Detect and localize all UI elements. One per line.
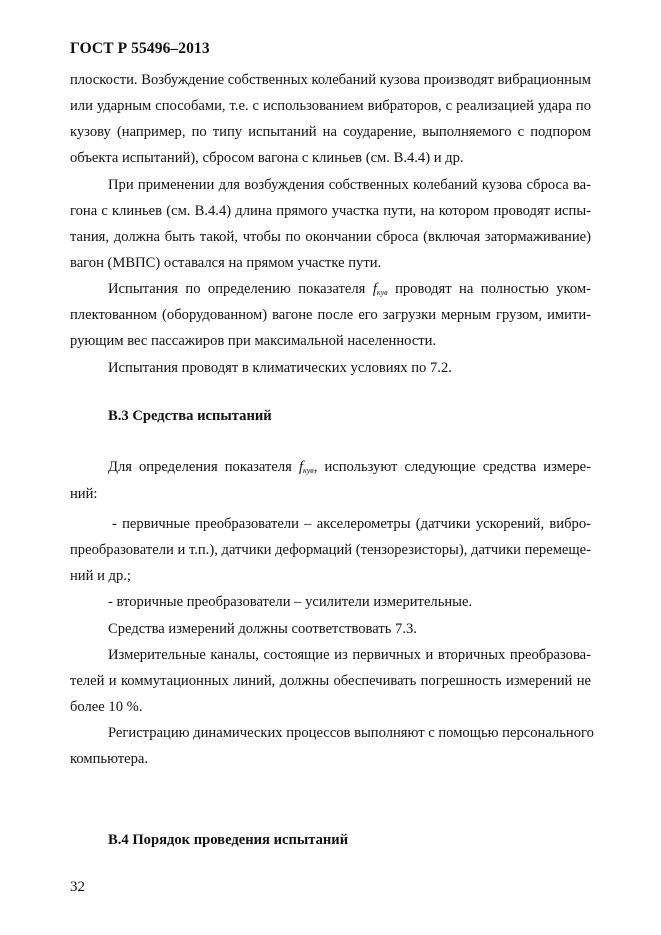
section-heading-b4: В.4 Порядок проведения испытаний (108, 832, 349, 848)
para3-line-3: рующим вес пассажиров при максимальной населенности. (70, 333, 437, 349)
para3-line-2: плектованном (оборудованном) вагоне после его загрузки мерным грузом, имити- (70, 307, 591, 323)
bullet1-line-2: преобразователи и т.п.), датчики деформаций (тензорезисторы), датчики перемеще- (70, 542, 591, 558)
page-number: 32 (70, 879, 85, 895)
para2-line-2: гона с клиньев (см. В.4.4) длина прямого участка пути, на котором проводят испы- (70, 203, 591, 219)
para5-line-1 (108, 457, 591, 481)
bullet1-line-1: - первичные преобразователи – акселерометры (датчики ускорений, вибро- (112, 516, 591, 532)
para3-text-before: Испытания по определению показателя (108, 281, 366, 297)
para7-line-3: более 10 %. (70, 699, 143, 715)
para3-text-after: проводят на полностью уком- (395, 281, 592, 297)
para1-line-3: кузову (например, по типу испытаний на соударение, выполняемого с подпором (70, 124, 591, 140)
para5-text-before: Для определения показателя (108, 459, 292, 475)
bullet2: - вторичные преобразователи – усилители измерительные. (108, 594, 473, 610)
document-header: ГОСТ Р 55496–2013 (70, 40, 210, 57)
symbol-f-kuv: $f_{кув}$ (372, 281, 388, 297)
para5-text-after: , используют следующие средства измере- (313, 459, 591, 475)
para8-line-1: Регистрацию динамических процессов выполняют с помощью персонального (108, 725, 594, 741)
para1-line-2: или ударным способами, т.е. с использованием вибраторов, с реализацией удара по (70, 98, 591, 114)
para6: Средства измерений должны соответствовать 7.3. (108, 621, 417, 637)
section-heading-b3: В.3 Средства испытаний (108, 408, 272, 424)
para2-line-3: тания, должна быть такой, чтобы по окончании сброса (включая затормаживание) (70, 229, 591, 245)
para5-line-2: ний: (70, 486, 98, 502)
para2-line-4: вагон (МВПС) оставался на прямом участке пути. (70, 255, 382, 271)
para7-line-2: телей и коммутационных линий, должны обеспечивать погрешность измерений не (70, 673, 591, 689)
para3-line-1 (108, 279, 591, 303)
para8-line-2: компьютера. (70, 751, 149, 767)
para1-line-1: плоскости. Возбуждение собственных колебаний кузова производят вибрационным (70, 72, 591, 88)
para4: Испытания проводят в климатических условиях по 7.2. (108, 360, 452, 376)
para7-line-1: Измерительные каналы, состоящие из первичных и вторичных преобразова- (108, 647, 591, 663)
symbol-f-kuv: $f_{кув}$ (298, 459, 314, 475)
bullet1-line-3: ний и др.; (70, 568, 131, 584)
para2-line-1: При применении для возбуждения собственных колебаний кузова сброса ва- (108, 177, 591, 193)
para1-line-4: объекта испытаний), сбросом вагона с клиньев (см. В.4.4) и др. (70, 150, 464, 166)
